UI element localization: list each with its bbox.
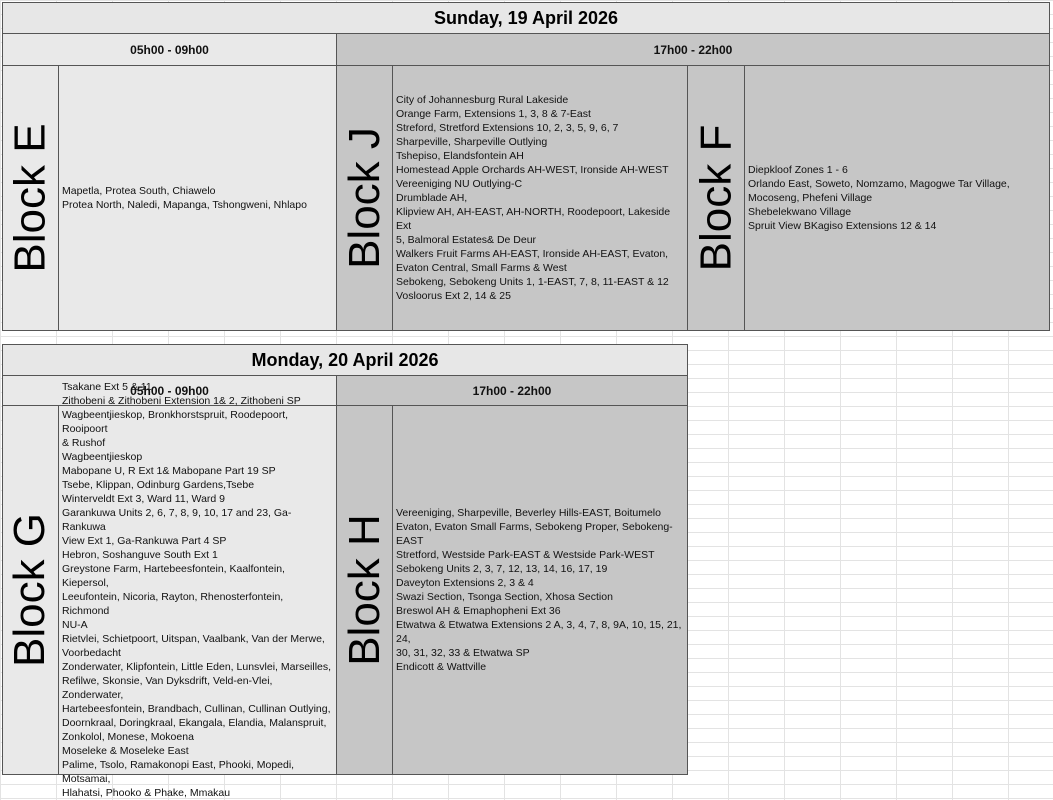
area-list (62, 380, 333, 800)
area-list-item: Endicott & Wattville (396, 661, 487, 673)
area-list-item: Mabopane U, R Ext 1& Mabopane Part 19 SP (62, 465, 276, 477)
areas-cell-block-e (58, 65, 337, 331)
area-list-item: City of Johannesburg Rural Lakeside (396, 94, 569, 106)
area-list-item: Mocoseng, Phefeni Village (748, 192, 873, 204)
area-list-item: Sharpeville, Sharpeville Outlying (396, 136, 548, 148)
block-label-cell-j (336, 65, 393, 331)
area-list-item: Sebokeng Units 2, 3, 7, 12, 13, 14, 16, 17, 19 (396, 563, 608, 575)
area-list-item: Walkers Fruit Farms AH-EAST, Ironside AH-EAST, Evaton, (396, 248, 669, 260)
area-list-item: Vereeniging, Sharpeville, Beverley Hills-EAST, Boitumelo (396, 507, 661, 519)
area-list-item: Tshepiso, Elandsfontein AH (396, 150, 524, 162)
area-list-item: Breswol AH & Emaphopheni Ext 36 (396, 605, 561, 617)
area-list-item: Evaton, Evaton Small Farms, Sebokeng Proper, Sebokeng- (396, 521, 673, 533)
day-title-sunday: Sunday, 19 April 2026 (433, 7, 619, 28)
area-list-item: Evaton Central, Small Farms & West (396, 262, 567, 274)
day-title-monday: Monday, 20 April 2026 (251, 349, 439, 370)
area-list-item: Vosloorus Ext 2, 14 & 25 (396, 290, 511, 302)
block-label: Block F (691, 124, 741, 272)
area-list-item: Shebelekwano Village (748, 206, 852, 218)
area-list-item: Vereeniging NU Outlying-C (396, 178, 523, 190)
day-header-monday (2, 344, 688, 376)
area-list-item: Palime, Tsolo, Ramakonopi East, Phooki, Mopedi, Motsamai, (62, 759, 295, 785)
time-slot-label: 17h00 - 22h00 (472, 383, 552, 398)
area-list-item: Orange Farm, Extensions 1, 3, 8 & 7-East (396, 108, 591, 120)
block-label-cell-h (336, 405, 393, 775)
block-label-cell-e (2, 65, 59, 331)
block-label: Block J (339, 127, 389, 269)
area-list-item: Hlahatsi, Phooko & Phake, Mmakau (62, 787, 231, 799)
area-list-item: Stretford, Westside Park-EAST & Westside Park-WEST (396, 549, 655, 561)
day-header-sunday (2, 2, 1050, 34)
area-list-item: Tsakane Ext 5 & 11 (62, 381, 152, 393)
areas-cell-block-h (392, 405, 688, 775)
area-list-item: Mapetla, Protea South, Chiawelo (62, 185, 216, 197)
area-list-item: View Ext 1, Ga-Rankuwa Part 4 SP (62, 535, 227, 547)
area-list-item: Refilwe, Skonsie, Van Dyksdrift, Veld-en-Vlei, Zonderwater, (62, 675, 273, 701)
area-list (396, 93, 684, 303)
area-list-item: EAST (396, 535, 424, 547)
area-list-item: Hartebeesfontein, Brandbach, Cullinan, Cullinan Outlying, (62, 703, 331, 715)
area-list-item: 5, Balmoral Estates& De Deur (396, 234, 537, 246)
area-list-item: Voorbedacht (62, 647, 121, 659)
area-list-item: Garankuwa Units 2, 6, 7, 8, 9, 10, 17 and 23, Ga-Rankuwa (62, 507, 292, 533)
time-slot-header-sunday-evening (336, 33, 1050, 66)
area-list-item: Etwatwa & Etwatwa Extensions 2 A, 3, 4, 7, 8, 9A, 10, 15, 21, 24, (396, 619, 682, 645)
area-list (396, 506, 684, 674)
area-list-item: Homestead Apple Orchards AH-WEST, Ironside AH-WEST (396, 164, 669, 176)
area-list-item: Rietvlei, Schietpoort, Uitspan, Vaalbank, Van der Merwe, (62, 633, 325, 645)
area-list (62, 184, 307, 212)
areas-cell-block-f (744, 65, 1050, 331)
area-list-item: 30, 31, 32, 33 & Etwatwa SP (396, 647, 530, 659)
area-list-item: Diepkloof Zones 1 - 6 (748, 164, 848, 176)
area-list-item: Zonkolol, Monese, Mokoena (62, 731, 194, 743)
block-label: Block H (339, 514, 389, 666)
area-list-item: Winterveldt Ext 3, Ward 11, Ward 9 (62, 493, 225, 505)
areas-cell-block-j (392, 65, 688, 331)
area-list-item: Streford, Stretford Extensions 10, 2, 3, 5, 9, 6, 7 (396, 122, 619, 134)
area-list-item: Tsebe, Klippan, Odinburg Gardens,Tsebe (62, 479, 255, 491)
area-list-item: Zithobeni & Zithobeni Extension 1& 2, Zithobeni SP (62, 395, 301, 407)
area-list-item: Wagbeentjieskop, Bronkhorstspruit, Roodepoort, Rooipoort (62, 409, 289, 435)
area-list-item: Wagbeentjieskop (62, 451, 143, 463)
area-list-item: Orlando East, Soweto, Nomzamo, Magogwe Tar Village, (748, 178, 1010, 190)
area-list-item: Daveyton Extensions 2, 3 & 4 (396, 577, 534, 589)
block-label: Block G (5, 512, 55, 668)
time-slot-header-monday-evening (336, 375, 688, 406)
area-list-item: & Rushof (62, 437, 106, 449)
area-list-item: Swazi Section, Tsonga Section, Xhosa Section (396, 591, 613, 603)
time-slot-header-sunday-morning (2, 33, 337, 66)
area-list-item: Hebron, Soshanguve South Ext 1 (62, 549, 218, 561)
area-list-item: Zonderwater, Klipfontein, Little Eden, Lunsvlei, Marseilles, (62, 661, 332, 673)
area-list-item: Drumblade AH, (396, 192, 468, 204)
area-list-item: Klipview AH, AH-EAST, AH-NORTH, Roodepoort, Lakeside Ext (396, 206, 671, 232)
area-list-item: Sebokeng, Sebokeng Units 1, 1-EAST, 7, 8, 11-EAST & 12 (396, 276, 669, 288)
time-slot-label: 05h00 - 09h00 (130, 383, 209, 398)
block-label: Block E (5, 123, 55, 273)
area-list-item: Greystone Farm, Hartebeesfontein, Kaalfontein, Kiepersol, (62, 563, 285, 589)
block-label-cell-g (2, 405, 59, 775)
area-list (748, 163, 1010, 233)
area-list-item: Spruit View BKagiso Extensions 12 & 14 (748, 220, 937, 232)
time-slot-label: 17h00 - 22h00 (653, 42, 733, 57)
time-slot-label: 05h00 - 09h00 (130, 42, 209, 57)
block-label-cell-f (687, 65, 745, 331)
area-list-item: NU-A (62, 619, 88, 631)
area-list-item: Leeufontein, Nicoria, Rayton, Rhenosterfontein, Richmond (62, 591, 284, 617)
area-list-item: Protea North, Naledi, Mapanga, Tshongweni, Nhlapo (62, 199, 307, 211)
area-list-item: Moseleke & Moseleke East (62, 745, 189, 757)
area-list-item: Doornkraal, Doringkraal, Ekangala, Elandia, Malanspruit, (62, 717, 327, 729)
